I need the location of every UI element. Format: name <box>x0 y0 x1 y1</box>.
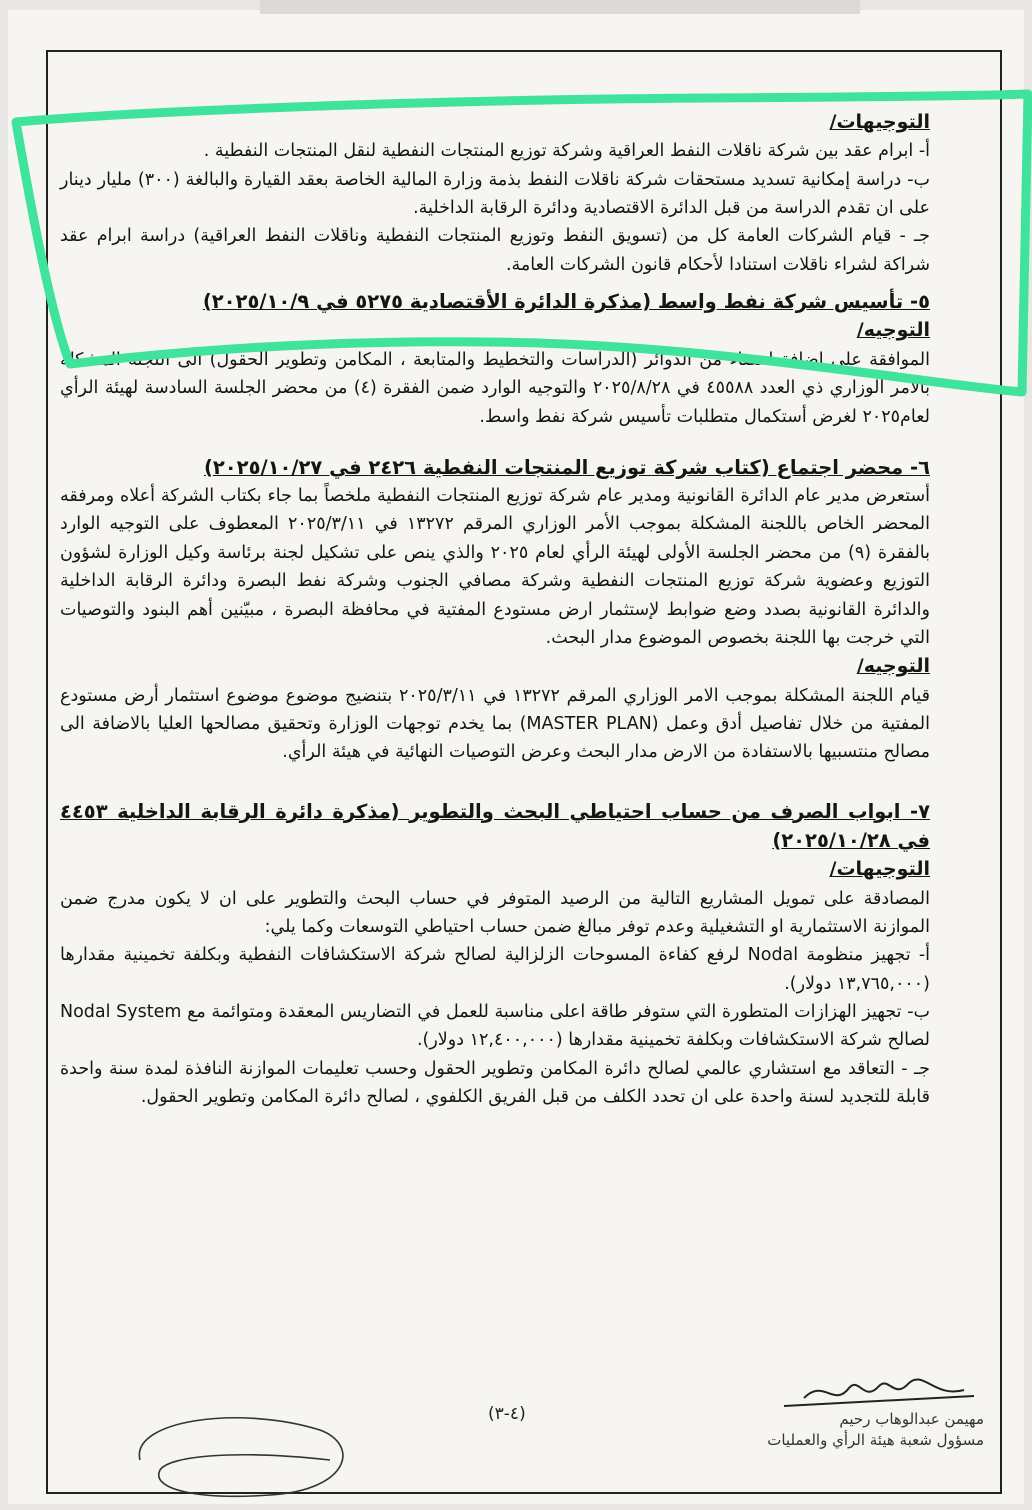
section-7-item-c: جـ - التعاقد مع استشاري عالمي لصالح دائرة المكامن وتطوير الحقول وحسب تعليمات الموازنة النافذة لمدة سنة واحدة قابلة للتجديد لسنة واحدة على ان تحدد الكلف من قبل الفريق الكلفوي ، لصالح دائرة المكامن وتطوير الحقول. <box>60 1058 930 1107</box>
section-7-item-b: ب- تجهيز الهزازات المتطورة التي ستوفر طاقة اعلى مناسبة للعمل في التضاريس المعقدة ومتوائمة مع Nodal System لصالح شركة الاستكشافات وبكلفة تخمينية مقدارها (١٢,٤٠٠,٠٠٠ دولار). <box>60 1001 930 1051</box>
section-5-title: ٥- تأسيس شركة نفط واسط (مذكرة الدائرة الأقتصادية ٥٢٧٥ في ٢٠٢٥/١٠/٩) <box>202 290 930 314</box>
section-7-directives-heading: التوجيهات/ <box>829 858 930 881</box>
handwritten-signature <box>764 1368 984 1418</box>
section-5-directive-heading: التوجيه/ <box>856 319 930 342</box>
section-6-directive-heading: التوجيه/ <box>856 655 930 678</box>
document-body <box>60 108 930 1111</box>
directive-1b: ب- دراسة إمكانية تسديد مستحقات شركة ناقلات النفط بذمة وزارة المالية الخاصة بعقد القيارة والبالغة (٣٠٠) مليار دينار على ان تقدم الدراسة من قبل الدائرة الاقتصادية ودائرة الرقابة الداخلية. <box>60 169 930 219</box>
top-shadow <box>260 0 860 14</box>
section-6-title: ٦- محضر اجتماع (كتاب شركة توزيع المنتجات النفطية ٢٤٢٦ في ٢٠٢٥/١٠/٢٧) <box>203 455 930 479</box>
signatory-name: مهيمن عبدالوهاب رحيم <box>839 1410 984 1428</box>
directive-1c: جـ - قيام الشركات العامة كل من (تسويق النفط وتوزيع المنتجات النفطية وناقلات النفط العراقية) دراسة ابرام عقد شراكة لشراء ناقلات استنادا لأحكام قانون الشركات العامة. <box>60 226 930 275</box>
directive-1a: أ- ابرام عقد بين شركة ناقلات النفط العراقية وشركة توزيع المنتجات النفطية لنقل المنتجات النفطية . <box>203 141 930 162</box>
section-7-item-a: أ- تجهيز منظومة Nodal لرفع كفاءة المسوحات الزلزالية لصالح شركة الاستكشافات النفطية وبكلفة تخمينية مقدارها (١٣,٧٦٥,٠٠٠ دولار). <box>60 945 931 994</box>
section-7-intro: المصادقة على تمويل المشاريع التالية من الرصيد المتوفر في حساب البحث والتطوير على ان لا يكون مدرج ضمن الموازنة الاستثمارية او التشغيلية وعدم توفر مبالغ ضمن حساب احتياطي التوسعات وكما يلي: <box>60 888 930 937</box>
section-6-directive: قيام اللجنة المشكلة بموجب الامر الوزاري المرقم ١٣٢٧٢ في ٢٠٢٥/٣/١١ بتنضيج موضوع موضوع استثمار أرض مستودع المفتية من خلال تفاصيل أدق وعمل (MASTER PLAN) بما يخدم توجهات الوزارة وتحقيق مصالحها العليا بالاضافة الى مصالح منتسبيها بالاستفادة من الارض مدار البحث وعرض التوصيات النهائية في هيئة الرأي. <box>60 685 931 763</box>
section-6-text: أستعرض مدير عام الدائرة القانونية ومدير عام شركة توزيع المنتجات النفطية ملخصاً بما جاء بكتاب الشركة أعلاه ومرفقه المحضر الخاص باللجنة المشكلة بموجب الأمر الوزاري المرقم ١٣٢٧٢ في ٢٠٢٥/٣/١١ المعطوف على التوجيه الوارد بالفقرة (٩) من محضر الجلسة الأولى لهيئة الرأي لعام ٢٠٢٥ والذي ينص على تشكيل لجنة برئاسة وكيل الوزارة لشؤون التوزيع وعضوية شركة توزيع المنتجات النفطية وشركة مصافي الجنوب وشركة نفط البصرة ودائرة الرقابة الداخلية والدائرة القانونية بصدد وضع ضوابط لإستثمار ارض مستودع المفتية في محافظة البصرة ، مبيّنين أهم البنود والتوصيات التي خرجت بها اللجنة بخصوص الموضوع مدار البحث. <box>60 486 930 648</box>
section-7-title: ٧- ابواب الصرف من حساب احتياطي البحث والتطوير (مذكرة دائرة الرقابة الداخلية ٤٤٥٣ في ٢٠٢٥/١٠/٢٨) <box>60 799 930 852</box>
signature-block <box>734 1368 984 1450</box>
stamp-signature-scribble <box>120 1400 380 1510</box>
signatory-title: مسؤول شعبة هيئة الرأي والعمليات <box>767 1430 984 1449</box>
directives-heading-1: التوجيهات/ <box>829 111 930 133</box>
page-number: (٤-٣) <box>488 1404 526 1424</box>
section-5-text: الموافقة على اضافة اعضاء من الدوائر (الدراسات والتخطيط والمتابعة ، المكامن وتطوير الحقول) الى اللجنة المشكلة بالأمر الوزاري ذي العدد ٤٥٥٨٨ في ٢٠٢٥/٨/٢٨ والتوجيه الوارد ضمن الفقرة (٤) من محضر الجلسة السادسة لهيئة الرأي لعام٢٠٢٥ لغرض أستكمال متطلبات تأسيس شركة نفط واسط. <box>60 349 931 427</box>
